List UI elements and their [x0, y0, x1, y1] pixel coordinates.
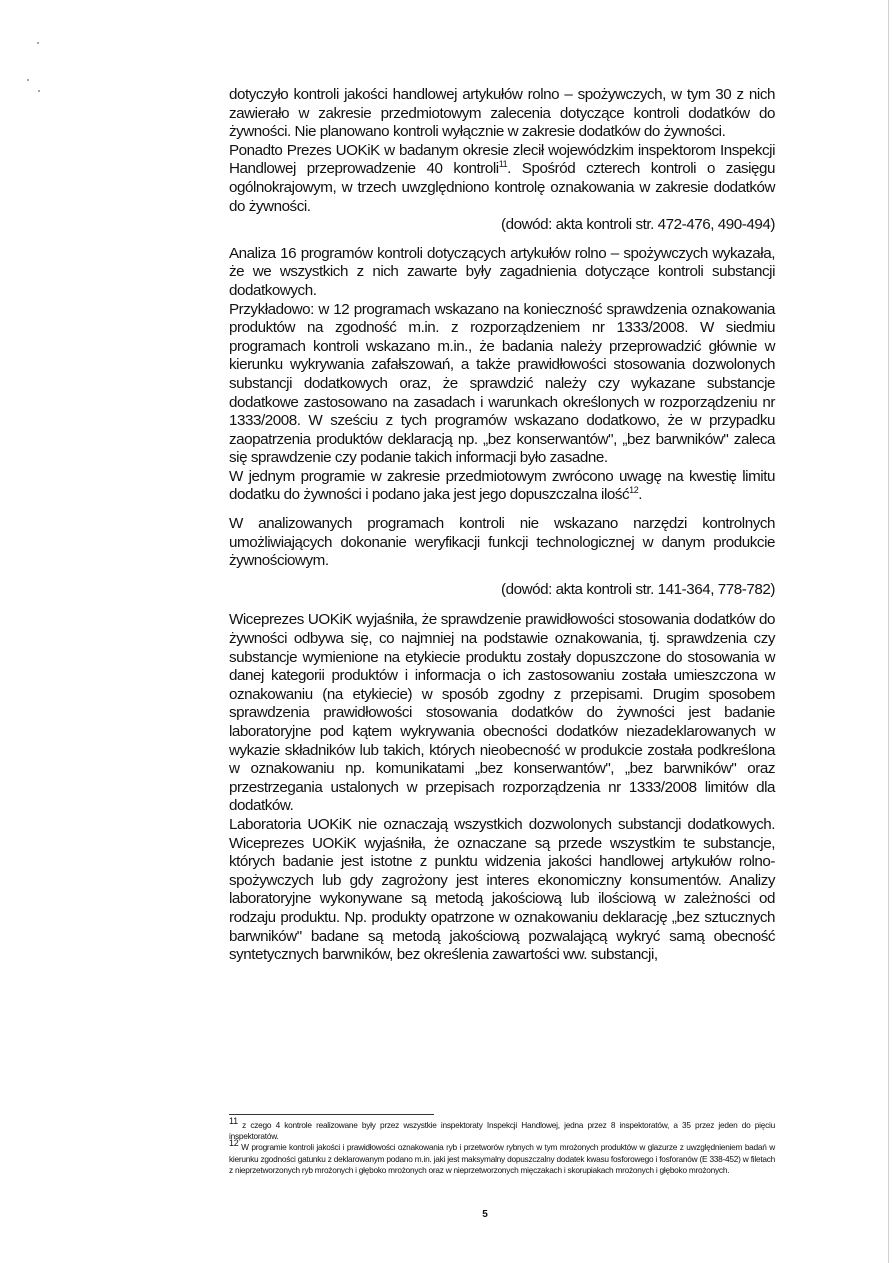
paragraph: Analiza 16 programów kontroli dotyczących artykułów rolno – spożywczych wykazała, że we wszystkich z nich zawarte były zagadnienia dotyczące kontroli substancji dodatkowych. — [229, 244, 775, 299]
paragraph-text: . Spośród czterech kontroli o zasięgu ogólnokrajowym, w trzech uwzględniono kontrolę oznakowania w zakresie dodatków do żywności. — [229, 160, 775, 215]
footnote-ref[interactable]: 12 — [629, 485, 639, 496]
paragraph: Wiceprezes UOKiK wyjaśniła, że sprawdzenie prawidłowości stosowania dodatków do żywności odbywa się, co najmniej na podstawie oznakowania, tj. sprawdzenia czy substancje wymienione na etykiecie produktu zostały dopuszczone do stosowania w danej kategorii produktów i informacja o ich zastosowaniu została umieszczona w oznakowaniu (na etykiecie) w sposób zgodny z przepisami. Drugim sposobem sprawdzenia prawidłowości stosowania dodatków do żywności jest badanie laboratoryjne pod kątem wykrywania obecności dodatków niezadeklarowanych w wykazie składników lub takich, których nieobecność w produkcie została podkreślona w oznakowaniu np. komunikatami „bez konserwantów", „bez barwników" oraz przestrzegania ustalonych w przepisach rozporządzenia nr 1333/2008 limitów dla dodatków. — [229, 611, 775, 815]
footnotes — [229, 1116, 775, 1176]
paragraph — [229, 468, 775, 505]
footnote-ref[interactable]: 11 — [498, 159, 508, 170]
page-number: 5 — [482, 1209, 488, 1220]
scan-edge-line — [888, 0, 889, 1263]
footnote-text: z czego 4 kontrole realizowane były przez wszystkie inspektoraty Inspekcji Handlowej, jedna przez 8 inspektoratów, a 35 przez jeden do pięciu inspektoratów. — [229, 1120, 775, 1142]
paragraph-text: W jednym programie w zakresie przedmiotowym zwrócono uwagę na kwestię limitu dodatku do żywności i podano jaka jest jego dopuszczalna ilość — [229, 467, 775, 504]
footnote — [229, 1138, 775, 1176]
paragraph: W analizowanych programach kontroli nie wskazano narzędzi kontrolnych umożliwiających dokonanie weryfikacji funkcji technologicznej w danym produkcie żywnościowym. — [229, 515, 775, 570]
footnote — [229, 1116, 775, 1142]
paragraph: Przykładowo: w 12 programach wskazano na konieczność sprawdzenia oznakowania produktów na zgodność m.in. z rozporządzeniem nr 1333/2008. W siedmiu programach kontroli wskazano m.in., że badania należy przeprowadzić głównie w kierunku wykrywania zafałszowań, a także prawidłowości stosowania dozwolonych substancji dodatkowych oraz, że sprawdzić należy czy wykazane substancje dodatkowe zastosowano na zasadach i warunkach określonych w rozporządzeniu nr 1333/2008. W sześciu z tych programów wskazano dodatkowo, że w przypadku zaopatrzenia produktów deklaracją np. „bez konserwantów", „bez barwników" zaleca się sprawdzenie czy podanie takich informacji było zasadne. — [229, 300, 775, 467]
scan-speck — [37, 42, 39, 44]
paragraph: Laboratoria UOKiK nie oznaczają wszystkich dozwolonych substancji dodatkowych. Wiceprezes UOKiK wyjaśniła, że oznaczane są przede wszystkim te substancje, których badanie jest istotne z punktu widzenia jakości handlowej artykułów rolno-spożywczych lub gdy zagrożony jest interes ekonomiczny konsumentów. Analizy laboratoryjne wykonywane są metodą jakościową lub ilościową w zależności od rodzaju produktu. Np. produkty opatrzone w oznakowaniu deklarację „bez sztucznych barwników" badane są metodą jakościową pozwalającą wykryć samą obecność syntetycznych barwników, bez określenia zawartości ww. substancji, — [229, 815, 775, 964]
paragraph-text: Ponadto Prezes UOKiK w badanym okresie zlecił wojewódzkim inspektorom Inspekcji Handlowej przeprowadzenie 40 kontroli — [229, 141, 775, 178]
evidence-citation: (dowód: akta kontroli str. 141-364, 778-782) — [501, 580, 775, 598]
footnote-text: W programie kontroli jakości i prawidłowości oznakowania ryb i przetworów rybnych w tym mrożonych produktów w glazurze z uwzględnieniem badań w kierunku zgodności gatunku z deklarowanym podano m.in. jaki jest maksymalny dopuszczalny dodatek kwasu fosforowego i fosforanów (E 338-452) w filetach z nieprzetworzonych ryb mrożonych i głęboko mrożonych oraz w nieprzetworzonych mięczakach i skorupiakach mrożonych i głęboko mrożonych. — [229, 1142, 775, 1175]
paragraph — [229, 142, 775, 216]
footnote-number: 11 — [229, 1116, 238, 1127]
evidence-citation: (dowód: akta kontroli str. 472-476, 490-494) — [501, 216, 775, 234]
footnote-number: 12 — [229, 1138, 239, 1149]
body-text — [229, 86, 775, 965]
paragraph: dotyczyło kontroli jakości handlowej artykułów rolno – spożywczych, w tym 30 z nich zawierało w zakresie przedmiotowym zalecenia dotyczące kontroli dodatków do żywności. Nie planowano kontroli wyłącznie w zakresie dodatków do żywności. — [229, 86, 775, 141]
scan-speck — [38, 90, 40, 92]
footnote-separator — [229, 1114, 434, 1115]
paragraph-text: . — [638, 486, 643, 504]
scan-speck — [27, 79, 29, 81]
